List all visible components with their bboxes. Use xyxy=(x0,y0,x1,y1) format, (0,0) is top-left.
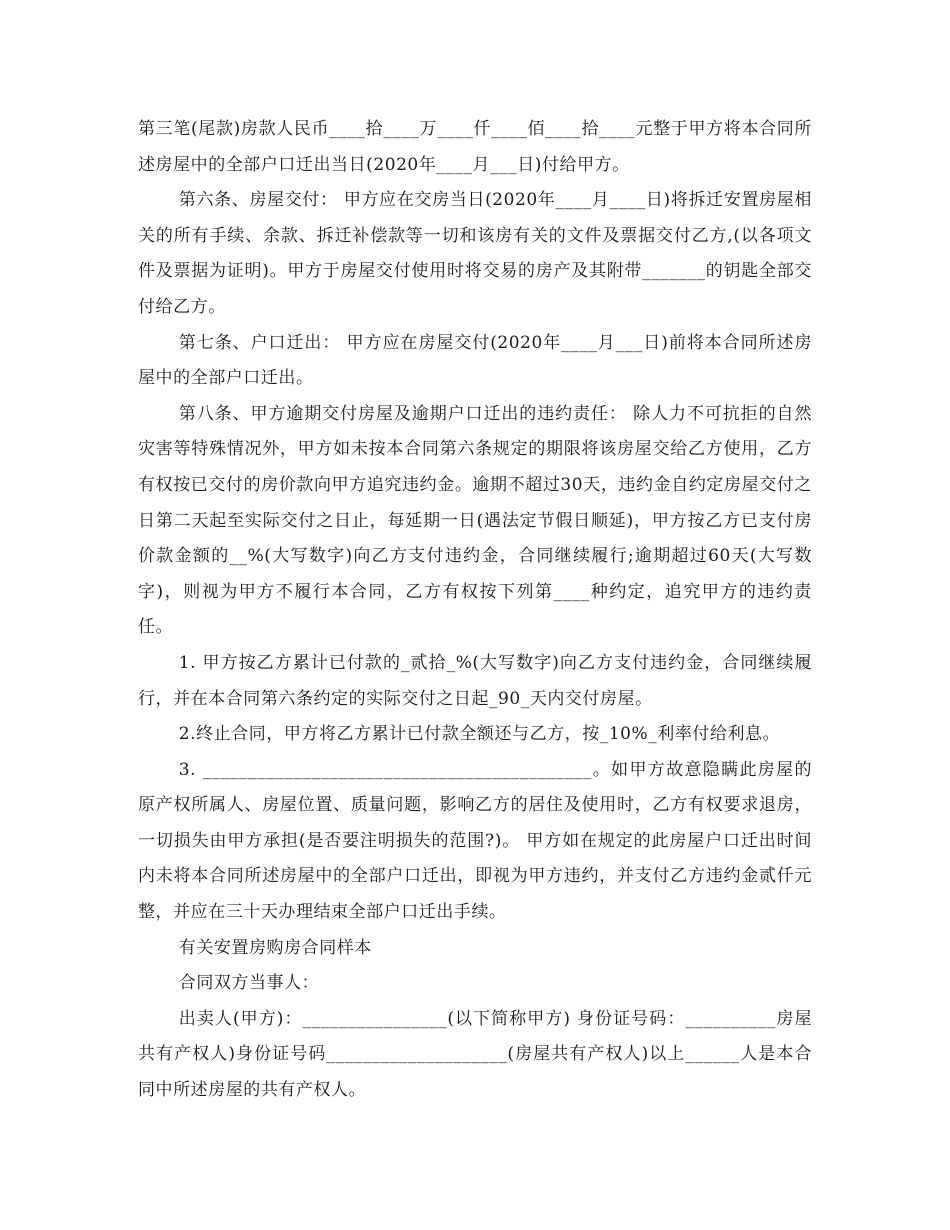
section-heading-sample: 有关安置房购房合同样本 xyxy=(178,937,372,958)
paragraph-parties: 合同双方当事人： xyxy=(178,973,320,994)
paragraph-seller: 出卖人(甲方)：________________(以下简称甲方) 身份证号码：__________房屋共有产权人)身份证号码____________________(房屋共有产权人)以上______人是本合同中所述房屋的共有产权人。 xyxy=(138,1008,812,1101)
paragraph-article-6-delivery: 第六条、房屋交付： 甲方应在交房当日(2020年____月____日)将拆迁安置房屋相关的所有手续、余款、拆迁补偿款等一切和该房有关的文件及票据交付乙方,(以各项文件及票据为证明)。甲方于房屋交付使用时将交易的房产及其附带_______的钥匙全部交付给乙方。 xyxy=(138,190,812,317)
paragraph-article-7-hukou: 第七条、户口迁出： 甲方应在房屋交付(2020年____月___日)前将本合同所述房屋中的全部户口迁出。 xyxy=(138,332,812,389)
paragraph-final-payment: 第三笔(尾款)房款人民币____拾____万____仟____佰____拾____元整于甲方将本合同所述房屋中的全部户口迁出当日(2020年____月___日)付给甲方。 xyxy=(138,119,812,175)
paragraph-article-8-liability: 第八条、甲方逾期交付房屋及逾期户口迁出的违约责任： 除人力不可抗拒的自然灾害等特殊情况外，甲方如未按本合同第六条规定的期限将该房屋交给乙方使用，乙方有权按已交付的房价款向甲方追究违约金。逾期不超过30天，违约金自约定房屋交付之日第二天起至实际交付之日止，每延期一日(遇法定节假日顺延)，甲方按乙方已支付房价款金额的__%(大写数字)向乙方支付违约金，合同继续履行;逾期超过60天(大写数字)，则视为甲方不履行本合同，乙方有权按下列第____种约定，追究甲方的违约责任。 xyxy=(138,403,812,638)
paragraph-option-2: 2.终止合同，甲方将乙方累计已付款全额还与乙方，按_10%_利率付给利息。 xyxy=(178,724,781,745)
contract-body xyxy=(138,112,812,1109)
paragraph-option-1: 1. 甲方按乙方累计已付款的_贰拾_%(大写数字)向乙方支付违约金，合同继续履行，并在本合同第六条约定的实际交付之日起_90_天内交付房屋。 xyxy=(138,652,812,709)
paragraph-option-3: 3. ___________________________________________。如甲方故意隐瞒此房屋的原产权所属人、房屋位置、质量问题，影响乙方的居住及使用时，乙方有权要求退房，一切损失由甲方承担(是否要注明损失的范围?)。 甲方如在规定的此房屋户口迁出时间内未将本合同所述房屋中的全部户口迁出，即视为甲方违约，并支付乙方违约金贰仟元整，并应在三十天办理结束全部户口迁出手续。 xyxy=(138,759,812,923)
